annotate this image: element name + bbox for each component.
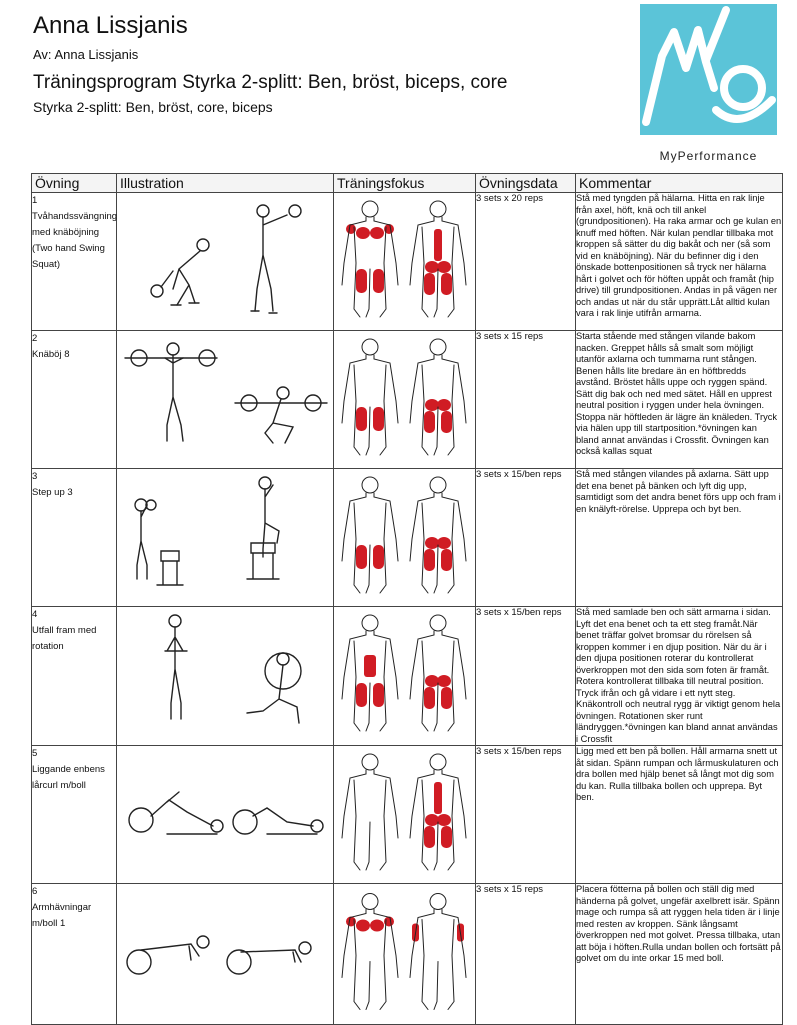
author-heading: Anna Lissjanis (33, 12, 188, 39)
table-header-row (32, 174, 783, 193)
exercise-data: 3 sets x 15 reps (476, 884, 576, 1025)
exercise-cell (32, 331, 117, 469)
exercise-cell (32, 607, 117, 746)
myperformance-logo (640, 4, 777, 135)
muscle-focus-figure (334, 884, 476, 1024)
pushup-ball-illustration (117, 884, 334, 1024)
step-up-illustration (117, 469, 334, 606)
exercise-name: Tvåhandssvängning med knäböjning (Two hand Swing Squat) (32, 211, 118, 270)
table-row (32, 469, 783, 607)
exercise-name: Liggande enbens lårcurl m/boll (32, 764, 105, 791)
header-ovningsdata: Övningsdata (476, 174, 576, 193)
exercise-comment: Stå med samlade ben och sätt armarna i sidan. Lyft det ena benet och ta ett steg framåt.När benet träffar golvet bromsar du rörelsen så kroppen kommer i en djup position. När du är i den djupa positionen roterar du kontrollerat överkroppen mot den sida som foten är framåt. Rotera kontrollerat tillbaka till neutral position. Tryck ifrån och gå vidare i ett nytt steg. Knäkontroll och neutral rygg är viktigt genom hela övningen. Rotationen sker runt ländryggen.*övningen kan bland annat användas i Crossfit (576, 607, 783, 746)
exercise-number: 1 (32, 195, 38, 206)
illustration-cell (117, 607, 334, 746)
illustration-cell (117, 746, 334, 884)
exercise-comment: Stå med stången vilandes på axlarna. Sätt upp det ena benet på bänken och lyft dig upp, samtidigt som det andra benet förs upp och fram i en knälyft-rörelse. Upprepa och byt ben. (576, 469, 783, 607)
exercise-cell (32, 193, 117, 331)
illustration-cell (117, 884, 334, 1025)
exercise-cell (32, 746, 117, 884)
logo-mark-icon (640, 4, 777, 135)
exercise-table (31, 173, 783, 1025)
logo-wordmark: MyPerformance (659, 149, 758, 163)
exercise-number: 2 (32, 333, 38, 344)
kettlebell-swing-illustration (117, 193, 334, 330)
illustration-cell (117, 331, 334, 469)
exercise-number: 6 (32, 886, 38, 897)
exercise-data: 3 sets x 15 reps (476, 331, 576, 469)
program-subtitle: Styrka 2-splitt: Ben, bröst, core, biceps (33, 99, 273, 115)
focus-cell (334, 469, 476, 607)
muscle-focus-figure (334, 746, 476, 883)
muscle-focus-figure (334, 331, 476, 468)
focus-cell (334, 607, 476, 746)
table-row (32, 607, 783, 746)
illustration-cell (117, 469, 334, 607)
lunge-rotation-illustration (117, 607, 334, 744)
leg-curl-ball-illustration (117, 746, 334, 883)
header-kommentar: Kommentar (576, 174, 783, 193)
table-row (32, 746, 783, 884)
author-line: Av: Anna Lissjanis (33, 47, 139, 62)
exercise-data: 3 sets x 15/ben reps (476, 746, 576, 884)
muscle-focus-figure (334, 607, 476, 744)
focus-cell (334, 884, 476, 1025)
exercise-data: 3 sets x 20 reps (476, 193, 576, 331)
exercise-name: Armhävningar m/boll 1 (32, 902, 92, 929)
muscle-focus-figure (334, 469, 476, 606)
table-row (32, 331, 783, 469)
exercise-number: 4 (32, 609, 38, 620)
table-row (32, 884, 783, 1025)
table-row (32, 193, 783, 331)
header-traningsfokus: Träningsfokus (334, 174, 476, 193)
exercise-comment: Starta stående med stången vilande bakom nacken. Greppet hålls så smalt som möjligt utanför axlarna och tummarna runt stången. Benen hålls lite bredare än en höftbredds avstånd. Bröstet hålls uppe och ryggen spänd. Sätt dig bak och ned med sätet. Håll en upprest neutral position i ryggen under hela övningen. Stoppa när höftleden är lägre än knäleden. Tryck via hälen upp till startposition.*övningen kan bland annat användas i Crossfit. Övningen kan också kallas squat (576, 331, 783, 469)
focus-cell (334, 193, 476, 331)
exercise-number: 5 (32, 748, 38, 759)
header-illustration: Illustration (117, 174, 334, 193)
exercise-name: Step up 3 (32, 487, 73, 498)
exercise-data: 3 sets x 15/ben reps (476, 469, 576, 607)
illustration-cell (117, 193, 334, 331)
exercise-comment: Ligg med ett ben på bollen. Håll armarna snett ut åt sidan. Spänn rumpan och lårmuskulaturen och dra bollen med hjälp benet så långt mot dig som du kan. Rulla tillbaka bollen och upprepa. Byt ben. (576, 746, 783, 884)
program-title: Träningsprogram Styrka 2-splitt: Ben, bröst, biceps, core (33, 72, 508, 93)
exercise-data: 3 sets x 15/ben reps (476, 607, 576, 746)
muscle-focus-figure (334, 193, 476, 330)
focus-cell (334, 331, 476, 469)
squat-illustration (117, 331, 334, 468)
exercise-cell (32, 469, 117, 607)
header-ovning: Övning (32, 174, 117, 193)
exercise-name: Utfall fram med rotation (32, 625, 97, 652)
exercise-comment: Placera fötterna på bollen och ställ dig med händerna på golvet, ungefär axelbrett isär. Spänn mage och rumpa så att ryggen hela tiden är i linje med resten av kroppen. Sänk långsamt överkroppen ned mot golvet. Pressa tillbaka, utan att böja i höften.Rulla undan bollen och fortsätt på golvet om du inte orkar 15 med boll. (576, 884, 783, 1025)
exercise-number: 3 (32, 471, 38, 482)
focus-cell (334, 746, 476, 884)
exercise-comment: Stå med tyngden på hälarna. Hitta en rak linje från axel, höft, knä och till ankel (grundpositionen). Ha raka armar och ge kulan en knuff med höften. När kulan pendlar tillbaka mot kroppen så sätter du dig bakåt och ner (så som vid en knäböjning). När du befinner dig i den önskade bottenpositionen så tryck ner hälarna hårt i golvet och för höften uppåt och framåt (hip drive) till grundpositionen. Andas in på vägen ner och andas ut när du står upprätt.Låt alltid kulan vara i rak linje utifrån armarna. (576, 193, 783, 331)
exercise-name: Knäböj 8 (32, 349, 70, 360)
exercise-cell (32, 884, 117, 1025)
